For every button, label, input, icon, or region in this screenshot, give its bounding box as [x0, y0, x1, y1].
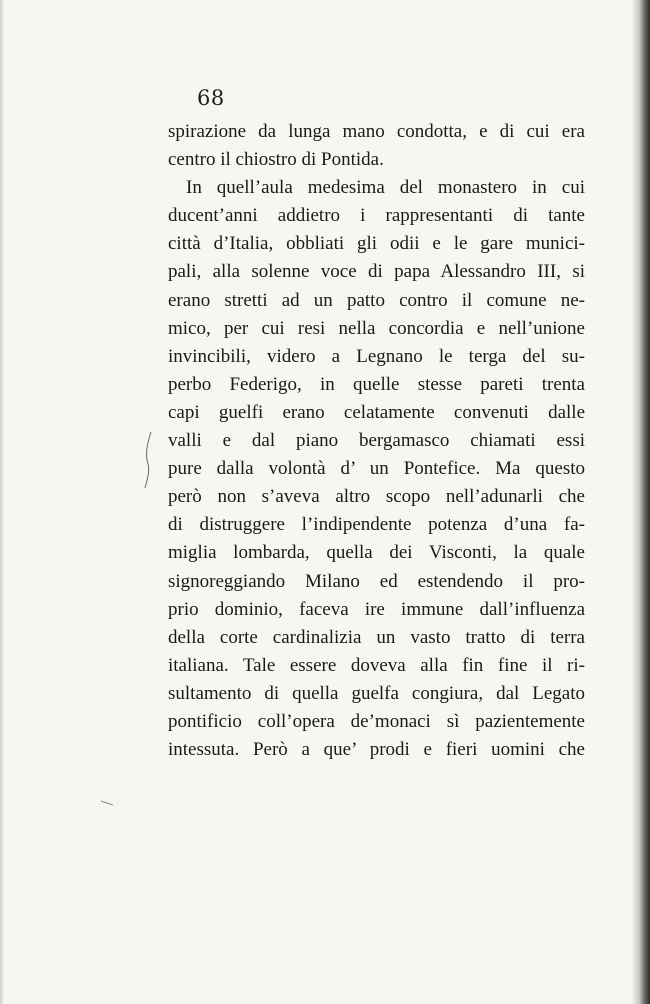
text-line: miglia lombarda, quella dei Visconti, la quale	[168, 542, 585, 564]
stray-mark	[100, 800, 114, 806]
text-line: erano stretti ad un patto contro il comune ne-	[168, 289, 585, 311]
text-line: In quell’aula medesima del monastero in cui	[186, 177, 585, 199]
text-line: città d’Italia, obbliati gli odii e le gare munici-	[168, 233, 585, 255]
text-line: spirazione da lunga mano condotta, e di cui era	[168, 121, 585, 142]
text-line: valli e dal piano bergamasco chiamati essi	[168, 430, 585, 452]
text-line: centro il chiostro di Pontida.	[168, 149, 384, 171]
text-line: pontificio coll’opera de’monaci sì pazientemente	[168, 710, 585, 732]
text-line: prio dominio, faceva ire immune dall’influenza	[168, 598, 585, 620]
page-number: 68	[197, 86, 225, 110]
text-line: capi guelfi erano celatamente convenuti dalle	[168, 401, 585, 423]
text-line: sultamento di quella guelfa congiura, dal Legato	[168, 682, 585, 704]
text-line: pure dalla volontà d’ un Pontefice. Ma questo	[168, 458, 585, 480]
text-line: signoreggiando Milano ed estendendo il pro-	[168, 570, 585, 592]
text-line: della corte cardinalizia un vasto tratto di terra	[168, 626, 585, 648]
text-line: però non s’aveva altro scopo nell’adunarli che	[168, 486, 585, 508]
text-line: intessuta. Però a que’ prodi e fieri uomini che	[168, 739, 585, 761]
text-line: di distruggere l’indipendente potenza d’una fa-	[168, 514, 585, 536]
text-line: ducent’anni addietro i rappresentanti di tante	[168, 205, 585, 227]
text-line: pali, alla solenne voce di papa Alessandro III, si	[168, 261, 585, 283]
text-line: italiana. Tale essere doveva alla fin fine il ri-	[168, 654, 585, 676]
body-text	[168, 118, 585, 764]
margin-pencil-mark	[142, 430, 154, 490]
page-left-edge	[0, 0, 4, 1004]
page-binding-shadow	[632, 0, 650, 1004]
text-line: perbo Federigo, in quelle stesse pareti trenta	[168, 373, 585, 395]
text-line: mico, per cui resi nella concordia e nell’unione	[168, 317, 585, 339]
text-line: invincibili, videro a Legnano le terga del su-	[168, 345, 585, 367]
